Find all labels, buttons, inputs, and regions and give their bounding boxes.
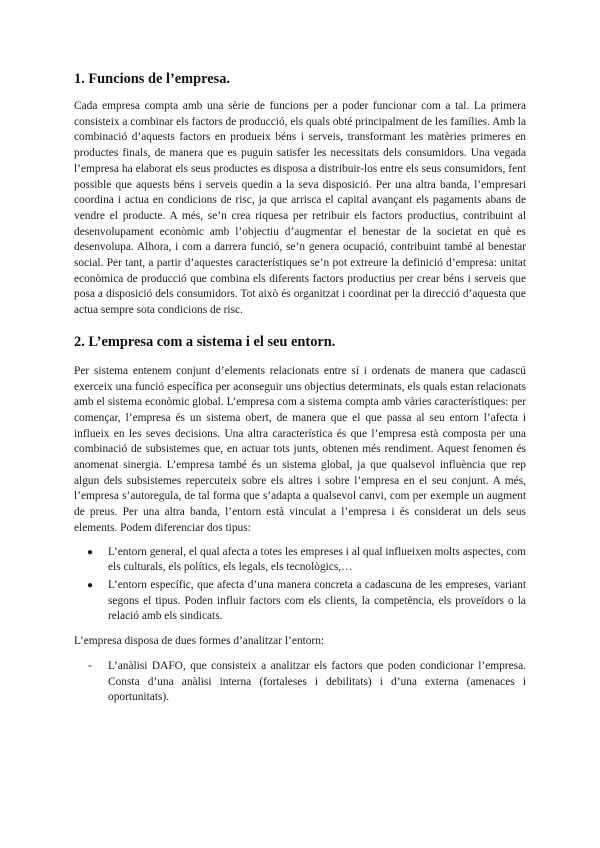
- list-item: [74, 545, 526, 576]
- list-item: [74, 578, 526, 625]
- analysis-methods-list: [74, 659, 526, 706]
- document-page: [74, 70, 526, 706]
- environment-types-list: [74, 545, 526, 626]
- list-item-text: L’anàlisi DAFO, que consisteix a analitzar els factors que poden condicionar l’empresa. Consta d’una anàlisi interna (fortaleses i debilitats) i d’una externa (amenaces i oportunitats).: [108, 659, 526, 704]
- system-paragraph: Per sistema entenem conjunt d’elements relacionats entre sí i ordenats de manera que cadascú exerceix una funció específica per aconseguir uns objectius determinats, els quals estan relacionats amb el sistema econòmic global. L’empresa com a sistema compta amb vàries característiques: per començar, l’empresa és un sistema obert, de manera que el que passa al seu entorn l’afecta i influeix en les seves decisions. Una altra característica és que l’empresa està composta per una combinació de subsistemes que, en actuar tots junts, obtenen més rendiment. Aquest fenomen és anomenat sinergia. L’empresa també és un sistema global, ja que qualsevol influència que rep algun dels subsistemes repercuteix sobre els altres i sobre l’empresa en el seu conjunt. A més, l’empresa s’autoregula, de tal forma que s’adapta a qualsevol canvi, com per exemple un augment de preus. Per una altra banda, l’entorn està vinculat a l’empresa i és considerat un dels seus elements. Podem diferenciar dos tipus:: [74, 364, 526, 534]
- list-item-text: L’entorn específic, que afecta d’una manera concreta a cadascuna de les empreses, variant segons el tipus. Poden influir factors com els clients, la competència, els proveïdors o la relació amb els sindicats.: [108, 578, 526, 623]
- dash-marker: -: [88, 659, 92, 672]
- section-heading-functions: 1. Funcions de l’empresa.: [74, 71, 231, 87]
- bullet-icon: ●: [87, 546, 94, 558]
- list-item-text: L’entorn general, el qual afecta a totes les empreses i al qual influeixen molts aspectes, com els culturals, els polítics, els legals, els tecnològics,…: [108, 545, 526, 574]
- list-item: [74, 659, 526, 706]
- functions-paragraph: Cada empresa compta amb una sèrie de funcions per a poder funcionar com a tal. La primera consisteix a combinar els factors de producció, els quals obté principalment de les famílies. Amb la combinació d’aquests factors en produeix béns i serveis, transformant les matèries primeres en productes finals, de manera que es puguin satisfer les necessitats dels consumidors. Una vegada l’empresa ha elaborat els seus productes es disposa a distribuir-los entre els seus consumidors, fent possible que aquests béns i serveis quedin a la seva disposició. Per una altra banda, l’empresari coordina i actua en condicions de risc, ja que arrisca el capital avançant els pagaments abans de vendre el producte. A més, se’n crea riquesa per retribuir els factors productius, contribuint al desenvolupament econòmic amb l’objectiu d’augmentar el benestar de la societat en què es desenvolupa. Alhora, i com a darrera funció, se’n genera ocupació, contribuint també al benestar social. Per tant, a partir d’aquestes característiques se’n pot extreure la definició d’empresa: unitat econòmica de producció que combina els diferents factors productius per crear béns i serveis que posa a disposició dels consumidors. Tot això és organitzat i coordinat per la direcció d’aquesta que actua sempre sota condicions de risc.: [74, 100, 527, 317]
- section-heading-system: 2. L’empresa com a sistema i el seu entorn.: [74, 333, 336, 350]
- analysis-intro: L’empresa disposa de dues formes d’analitzar l’entorn:: [74, 635, 325, 648]
- bullet-icon: ●: [87, 579, 94, 591]
